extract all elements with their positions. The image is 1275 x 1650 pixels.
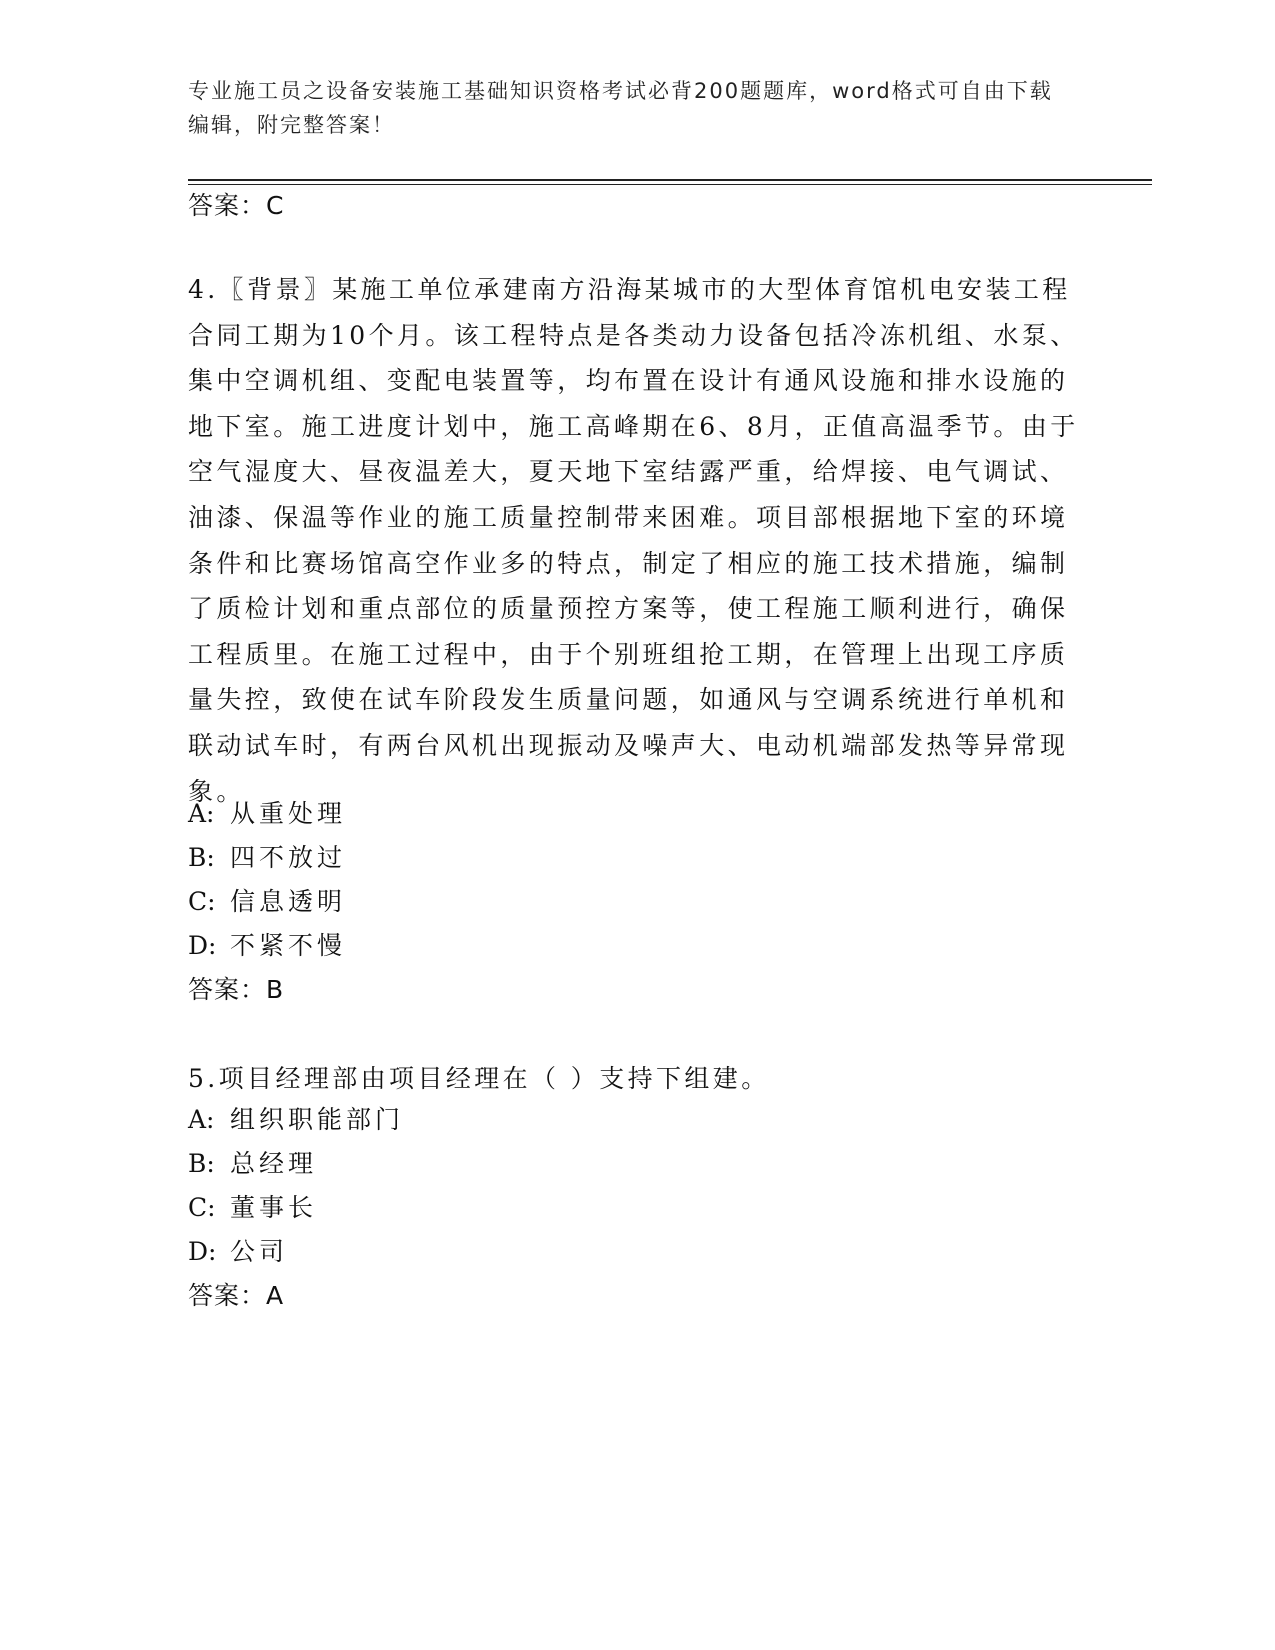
option-letter: B: [188,843,215,872]
option-letter: A: [188,799,215,828]
question-5-option-c [188,1188,317,1224]
header-rule-thin [188,184,1152,185]
option-letter: B: [188,1149,215,1178]
question-5-answer: 答案：A [188,1281,285,1310]
option-letter: C: [188,1193,216,1222]
option-text: 不紧不慢 [230,931,347,960]
question-5-option-b [188,1144,317,1180]
question-4-answer: 答案：B [188,975,285,1004]
option-letter: C: [188,887,216,916]
option-text: 总经理 [230,1149,318,1178]
question-4-option-c [188,882,346,918]
question-4-option-a [188,794,346,830]
question-5-text: 5.项目经理部由项目经理在（ ）支持下组建。 [188,1064,770,1093]
option-text: 公司 [230,1237,289,1266]
option-text: 董事长 [230,1193,318,1222]
question-4-option-d [188,926,346,962]
previous-answer: 答案：C [188,191,285,220]
question-5-option-a [188,1100,404,1136]
option-text: 组织职能部门 [230,1105,405,1134]
option-text: 四不放过 [230,843,347,872]
option-text: 从重处理 [230,799,347,828]
option-letter: A: [188,1105,215,1134]
option-letter: D: [188,931,217,960]
question-4-option-b [188,838,346,874]
header-rule-thick [188,179,1152,181]
option-letter: D: [188,1237,217,1266]
document-header: 专业施工员之设备安装施工基础知识资格考试必背200题题库，word格式可自由下载编辑，附完整答案！ [188,79,1053,137]
question-5-option-d [188,1232,288,1268]
question-4-text: 4.〖背景〗某施工单位承建南方沿海某城市的大型体育馆机电安装工程合同工期为10个月。该工程特点是各类动力设备包括冷冻机组、水泵、集中空调机组、变配电装置等，均布置在设计有通风设施和排水设施的地下室。施工进度计划中，施工高峰期在6、8月，正值高温季节。由于空气湿度大、昼夜温差大，夏天地下室结露严重，给焊接、电气调试、油漆、保温等作业的施工质量控制带来困难。项目部根据地下室的环境条件和比赛场馆高空作业多的特点，制定了相应的施工技术措施，编制了质检计划和重点部位的质量预控方案等，使工程施工顺利进行，确保工程质里。在施工过程中，由于个别班组抢工期，在管理上出现工序质量失控，致使在试车阶段发生质量问题，如通风与空调系统进行单机和联动试车时，有两台风机出现振动及噪声大、电动机端部发热等异常现象。 [188,275,1079,806]
option-text: 信息透明 [230,887,347,916]
